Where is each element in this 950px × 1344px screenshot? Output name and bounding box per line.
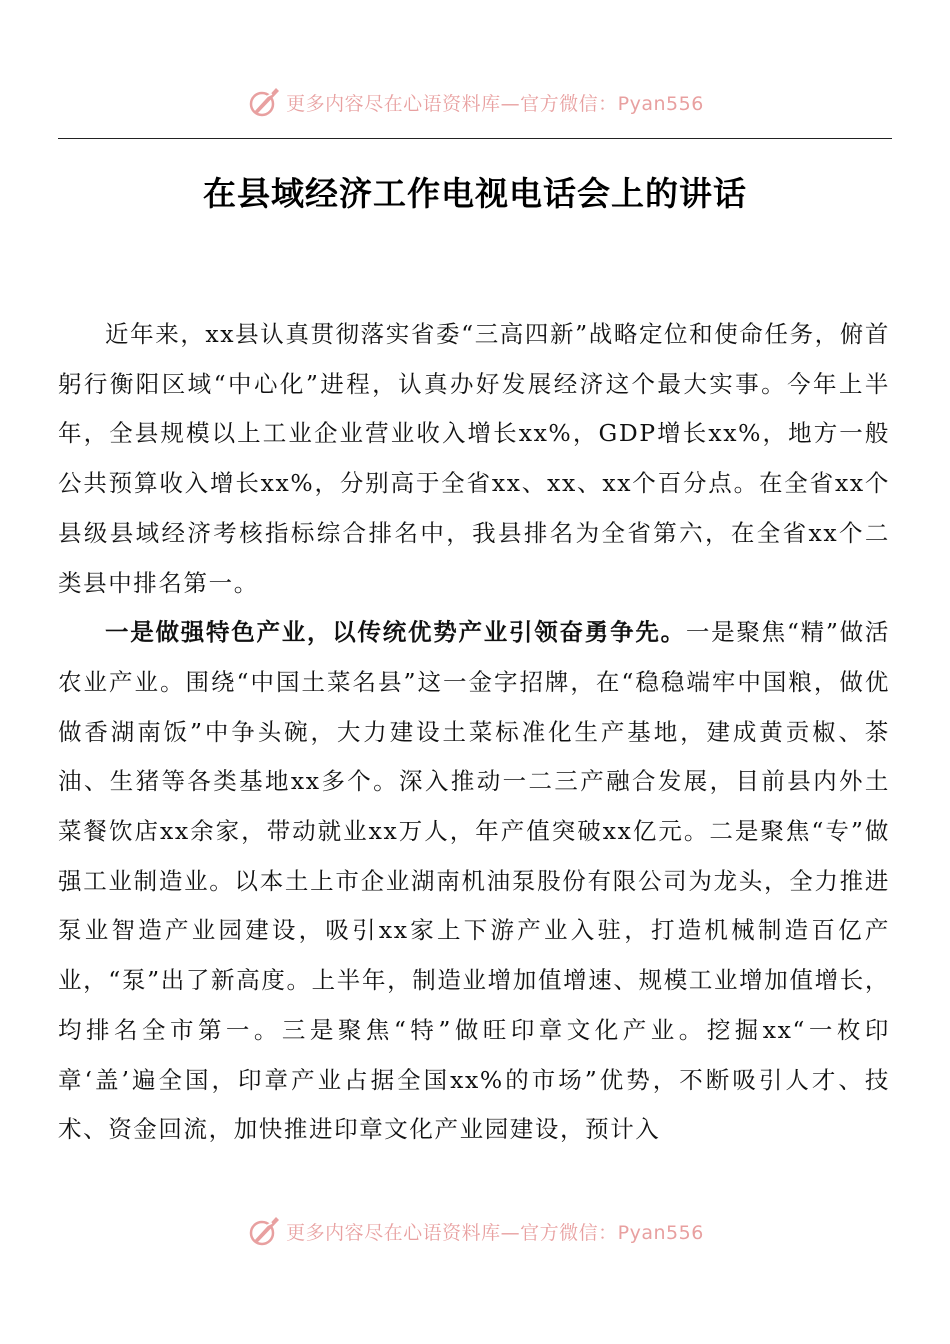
- header-divider: [58, 138, 892, 139]
- watermark-text: 更多内容尽在心语资料库—官方微信：Pyan556: [286, 1221, 704, 1244]
- quill-logo-icon: [246, 84, 282, 120]
- footer-watermark: [0, 1211, 950, 1251]
- header-watermark: [0, 82, 950, 122]
- paragraph-text: 近年来，xx县认真贯彻落实省委“三高四新”战略定位和使命任务，俯首躬行衡阳区域“中心化”进程，认真办好发展经济这个最大实事。今年上半年，全县规模以上工业企业营业收入增长xx%，GDP增长xx%，地方一般公共预算收入增长xx%，分别高于全省xx、xx、xx个百分点。在全省xx个县级县域经济考核指标综合排名中，我县排名为全省第六，在全省xx个二类县中排名第一。: [58, 320, 890, 597]
- paragraph: [58, 608, 890, 1155]
- paragraph: [58, 310, 890, 608]
- watermark-text: 更多内容尽在心语资料库—官方微信：Pyan556: [286, 92, 704, 115]
- document-title: 在县域经济工作电视电话会上的讲话: [203, 174, 747, 213]
- quill-logo-icon: [246, 1213, 282, 1249]
- paragraph-text: 一是聚焦“精”做活农业产业。围绕“中国土菜名县”这一金字招牌，在“稳稳端牢中国粮，做优做香湖南饭”中争头碗，大力建设土菜标准化生产基地，建成黄贡椒、茶油、生猪等各类基地xx多个。深入推动一二三产融合发展，目前县内外土菜餐饮店xx余家，带动就业xx万人，年产值突破xx亿元。二是聚焦“专”做强工业制造业。以本土上市企业湖南机油泵股份有限公司为龙头，全力推进泵业智造产业园建设，吸引xx家上下游产业入驻，打造机械制造百亿产业，“泵”出了新高度。上半年，制造业增加值增速、规模工业增加值增长，均排名全市第一。三是聚焦“特”做旺印章文化产业。挖掘xx“一枚印章‘盖’遍全国，印章产业占据全国xx%的市场”优势，不断吸引人才、技术、资金回流，加快推进印章文化产业园建设，预计入: [58, 618, 890, 1144]
- document-body: [58, 310, 890, 1155]
- paragraph-lead: 一是做强特色产业，以传统优势产业引领奋勇争先。: [105, 618, 686, 647]
